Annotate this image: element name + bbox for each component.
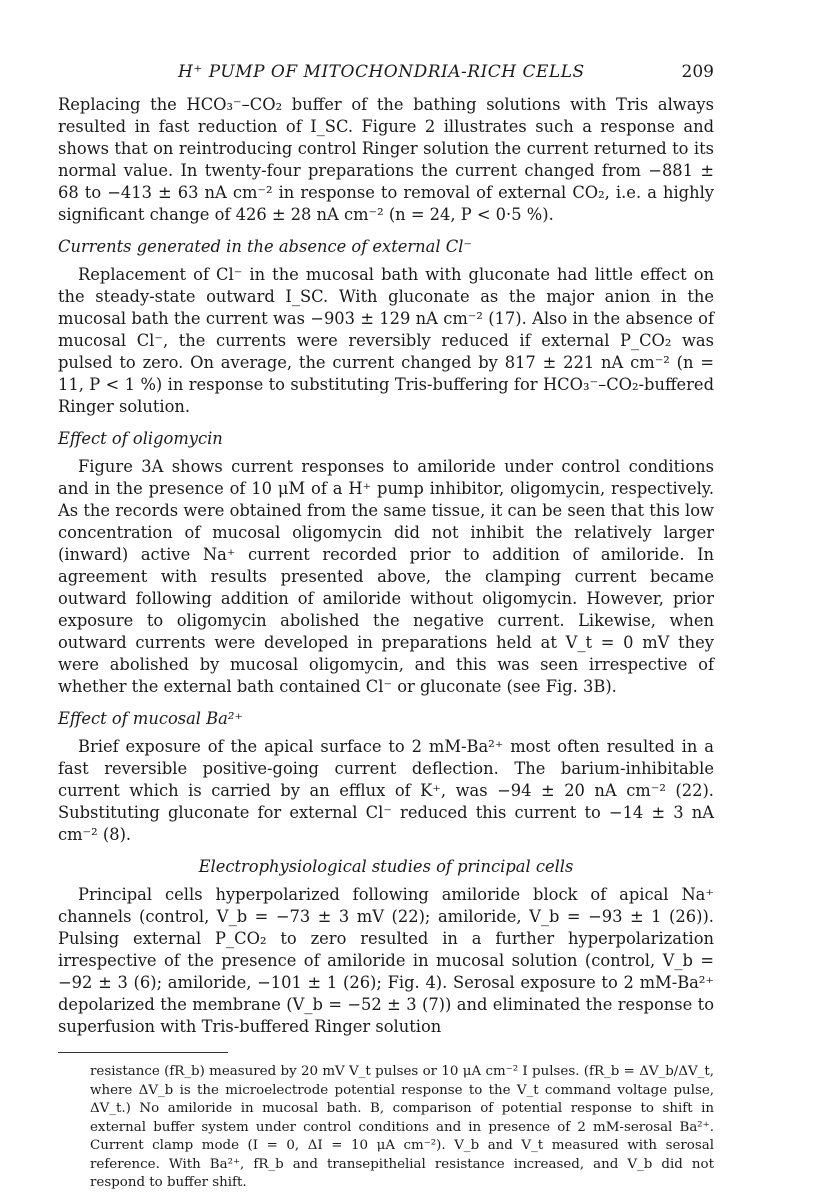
paragraph-gluconate: Replacement of Cl⁻ in the mucosal bath with gluconate had little effect on the steady-state outward I_SC. With gluconate as the major anion in the mucosal bath the current was −903 ± 129 nA cm⁻² (17). Also in the absence of mucosal Cl⁻, the currents were reversibly reduced if external P_CO₂ was pulsed to zero. On average, the current changed by 817 ± 221 nA cm⁻² (n = 11, P < 1 %) in response to substituting Tris-buffering for HCO₃⁻–CO₂-buffered Ringer solution. <box>58 265 714 416</box>
paragraph-tris-buffer: Replacing the HCO₃⁻–CO₂ buffer of the bathing solutions with Tris always resulted in fast reduction of I_SC. Figure 2 illustrates such a response and shows that on reintroducing control Ringer solution the current returned to its normal value. In twenty-four preparations the current changed from −881 ± 68 to −413 ± 63 nA cm⁻² in response to removal of external CO₂, i.e. a highly significant change of 426 ± 28 nA cm⁻² (n = 24, P < 0·5 %). <box>58 95 714 224</box>
section-heading-oligomycin: Effect of oligomycin <box>58 429 223 448</box>
running-header <box>58 62 714 88</box>
section-heading-principal-cells: Electrophysiological studies of principal cells <box>198 857 574 876</box>
section-heading-absence-of-chloride: Currents generated in the absence of external Cl⁻ <box>58 237 473 256</box>
paragraph-oligomycin: Figure 3A shows current responses to amiloride under control conditions and in the presence of 10 μM of a H⁺ pump inhibitor, oligomycin, respectively. As the records were obtained from the same tissue, it can be seen that this low concentration of mucosal oligomycin did not inhibit the relatively larger (inward) active Na⁺ current recorded prior to addition of amiloride. In agreement with results presented above, the clamping current became outward following addition of amiloride without oligomycin. However, prior exposure to oligomycin abolished the negative current. Likewise, when outward currents were developed in preparations held at V_t = 0 mV they were abolished by mucosal oligomycin, and this was seen irrespective of whether the external bath contained Cl⁻ or gluconate (see Fig. 3B). <box>58 457 714 696</box>
page-number: 209 <box>681 62 714 82</box>
section-heading-mucosal-barium: Effect of mucosal Ba²⁺ <box>58 709 243 728</box>
paragraph-principal-cells: Principal cells hyperpolarized following amiloride block of apical Na⁺ channels (control, V_b = −73 ± 3 mV (22); amiloride, V_b = −93 ± 1 (26)). Pulsing external P_CO₂ to zero resulted in a further hyperpolarization irrespective of the presence of amiloride in mucosal solution (control, V_b = −92 ± 3 (6); amiloride, −101 ± 1 (26); Fig. 4). Serosal exposure to 2 mM-Ba²⁺ depolarized the membrane (V_b = −52 ± 3 (7)) and eliminated the response to superfusion with Tris-buffered Ringer solution <box>58 885 714 1036</box>
paragraph-barium: Brief exposure of the apical surface to 2 mM-Ba²⁺ most often resulted in a fast reversible positive-going current deflection. The barium-inhibitable current which is carried by an efflux of K⁺, was −94 ± 20 nA cm⁻² (22). Substituting gluconate for external Cl⁻ reduced this current to −14 ± 3 nA cm⁻² (8). <box>58 737 714 844</box>
body-text <box>58 94 714 1038</box>
page <box>58 62 714 1193</box>
footnote-divider <box>58 1052 228 1053</box>
figure-legend-continuation: resistance (fR_b) measured by 20 mV V_t pulses or 10 μA cm⁻² I pulses. (fR_b = ΔV_b/ΔV_t, where ΔV_b is the microelectrode potential response to the V_t command voltage pulse, ΔV_t.) No amiloride in mucosal bath. B, comparison of potential response to shift in external buffer system under control conditions and in presence of 2 mM-serosal Ba²⁺. Current clamp mode (I = 0, ΔI = 10 μA cm⁻²). V_b and V_t measured with serosal reference. With Ba²⁺, fR_b and transepithelial resistance increased, and V_b did not respond to buffer shift. <box>90 1064 714 1190</box>
running-title: H⁺ PUMP OF MITOCHONDRIA-RICH CELLS <box>178 62 585 82</box>
